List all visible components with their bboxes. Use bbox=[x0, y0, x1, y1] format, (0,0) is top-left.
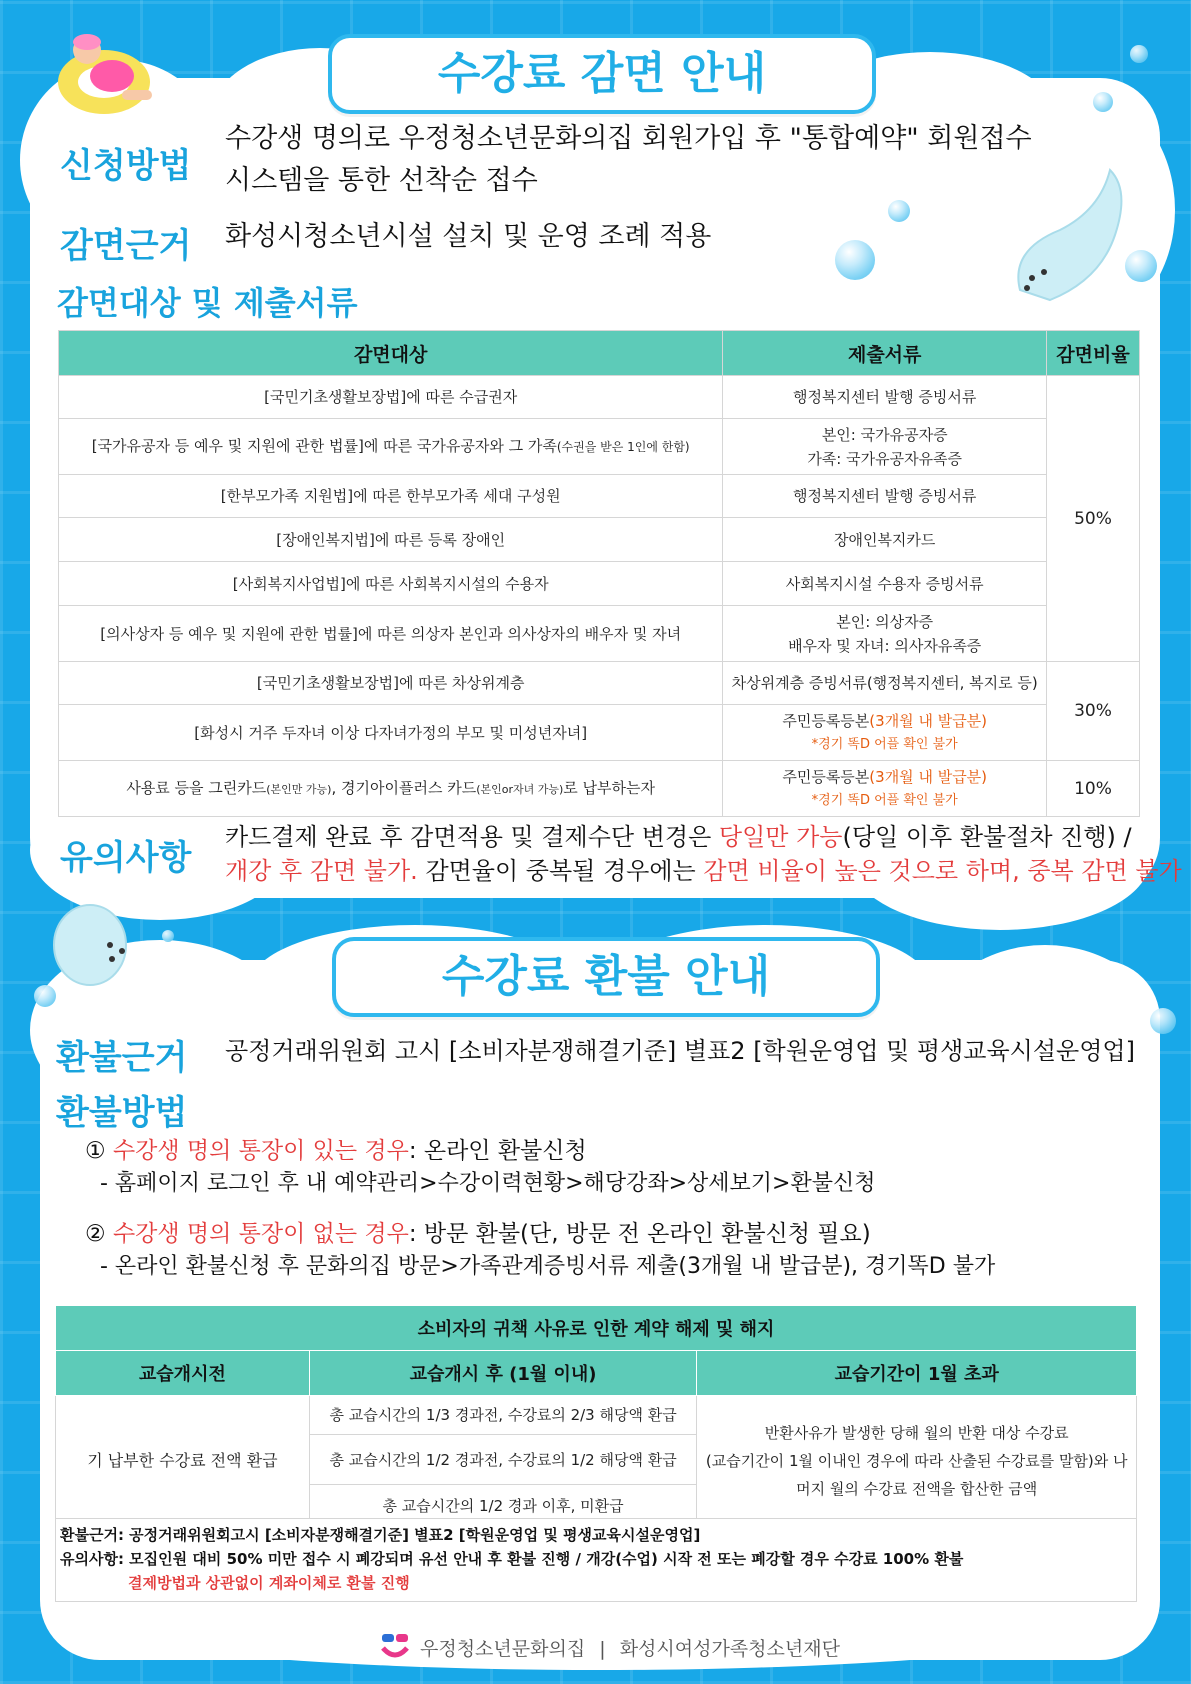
footer-org-2: 화성시여성가족청소년재단 bbox=[619, 1638, 840, 1660]
table-header-row bbox=[59, 331, 1140, 376]
target-small-text: (본인or자녀 가능) bbox=[476, 782, 564, 796]
table-row bbox=[59, 518, 1140, 562]
discount-basis-label: 감면근거 bbox=[60, 226, 192, 266]
bubble bbox=[1130, 45, 1148, 63]
table-caption: 소비자의 귀책 사유로 인한 계약 해제 및 해지 bbox=[56, 1306, 1137, 1351]
table-caption-row bbox=[56, 1306, 1137, 1351]
docs-text: 주민등록등본 bbox=[782, 711, 870, 730]
target-cell: [사회복지사업법]에 따른 사회복지시설의 수용자 bbox=[59, 562, 723, 606]
docs-cell bbox=[723, 419, 1047, 475]
footer-orgs bbox=[420, 1634, 840, 1661]
apply-method-text-1: 수강생 명의로 우정청소년문화의집 회원가입 후 "통합예약" 회원접수 bbox=[225, 123, 1032, 154]
bubble bbox=[888, 200, 910, 222]
docs-cell bbox=[723, 705, 1047, 761]
table-header: 감면대상 bbox=[59, 331, 723, 376]
docs-line bbox=[724, 709, 1045, 733]
docs-line: 본인: 의상자증 bbox=[836, 612, 934, 631]
bubble bbox=[1150, 1008, 1176, 1034]
refund-case-2-detail: - 온라인 환불신청 후 문화의집 방문>가족관계증빙서류 제출(3개월 내 발급분), 경기똑D 불가 bbox=[100, 1254, 996, 1279]
refund-case-1-detail: - 홈페이지 로그인 후 내 예약관리>수강이력현황>해당강좌>상세보기>환불신청 bbox=[100, 1171, 876, 1196]
notice-emphasis: 당일만 가능 bbox=[718, 823, 843, 851]
case-number: ① bbox=[85, 1138, 113, 1164]
case-text: : 방문 환불(단, 방문 전 온라인 환불신청 필요) bbox=[408, 1221, 871, 1247]
over-month-line: 머지 월의 수강료 전액을 합산한 금액 bbox=[796, 1480, 1038, 1498]
target-cell: [장애인복지법]에 따른 등록 장애인 bbox=[59, 518, 723, 562]
table-header: 감면비율 bbox=[1047, 331, 1140, 376]
table-row bbox=[59, 606, 1140, 662]
target-cell: [한부모가족 지원법]에 따른 한부모가족 세대 구성원 bbox=[59, 475, 723, 518]
seal-illustration bbox=[40, 885, 140, 995]
target-cell bbox=[59, 419, 723, 475]
notice-text: (당일 이후 환불절차 진행) / bbox=[842, 823, 1132, 851]
within-month-cell: 총 교습시간의 1/2 경과전, 수강료의 1/2 해당액 환급 bbox=[309, 1435, 697, 1485]
docs-validity-text: (3개월 내 발급분) bbox=[869, 711, 988, 730]
notice-line-2 bbox=[225, 850, 1182, 892]
case-condition: 수강생 명의 통장이 있는 경우 bbox=[112, 1138, 409, 1164]
table-row bbox=[59, 475, 1140, 518]
case-text: : 온라인 환불신청 bbox=[408, 1138, 587, 1164]
target-cell: [화성시 거주 두자녀 이상 다자녀가정의 부모 및 미성년자녀] bbox=[59, 705, 723, 761]
discount-title: 수강료 감면 안내 bbox=[328, 34, 876, 114]
notice-label: 유의사항 bbox=[60, 838, 192, 878]
notice-text: 카드결제 완료 후 감면적용 및 결제수단 변경은 bbox=[225, 823, 719, 851]
org-logo-icon bbox=[380, 1632, 410, 1666]
refund-note-method: 결제방법과 상관없이 계좌이체로 환불 진행 bbox=[128, 1574, 410, 1592]
within-month-cell: 총 교습시간의 1/3 경과전, 수강료의 2/3 해당액 환급 bbox=[309, 1396, 697, 1435]
target-text: [국가유공자 등 예우 및 지원에 관한 법률]에 따른 국가유공자와 그 가족 bbox=[91, 437, 557, 455]
rate-cell: 10% bbox=[1047, 761, 1140, 817]
bubble bbox=[162, 930, 174, 942]
target-text: 로 납부하는자 bbox=[563, 778, 656, 797]
docs-cell: 사회복지시설 수용자 증빙서류 bbox=[723, 562, 1047, 606]
apply-method-text-2: 시스템을 통한 선착순 접수 bbox=[225, 165, 538, 196]
refund-basis-label: 환불근거 bbox=[56, 1038, 188, 1078]
notice-emphasis: 개강 후 감면 불가. bbox=[225, 857, 418, 885]
table-header: 교습기간이 1월 초과 bbox=[697, 1351, 1137, 1396]
discount-basis-text: 화성시청소년시설 설치 및 운영 조례 적용 bbox=[225, 221, 712, 252]
table-row bbox=[56, 1396, 1137, 1435]
docs-cell: 장애인복지카드 bbox=[723, 518, 1047, 562]
refund-notes bbox=[55, 1518, 1137, 1602]
bubble bbox=[1093, 92, 1113, 112]
before-start-cell: 기 납부한 수강료 전액 환급 bbox=[56, 1396, 310, 1527]
docs-cell bbox=[723, 606, 1047, 662]
target-text: 사용료 등을 그린카드 bbox=[126, 778, 267, 797]
target-small-text: (본인만 가능) bbox=[266, 782, 332, 796]
refund-table bbox=[55, 1305, 1137, 1527]
table-header: 제출서류 bbox=[723, 331, 1047, 376]
over-month-cell bbox=[697, 1396, 1137, 1527]
over-month-line: (교습기간이 1월 이내인 경우에 따라 산출된 수강료를 말함)와 나 bbox=[705, 1452, 1128, 1470]
docs-text: 주민등록등본 bbox=[782, 767, 870, 786]
footer-separator: | bbox=[599, 1638, 606, 1660]
notice-text: 감면율이 중복될 경우에는 bbox=[417, 857, 704, 885]
apply-method-label: 신청방법 bbox=[60, 146, 192, 186]
table-row bbox=[59, 662, 1140, 705]
rate-cell: 50% bbox=[1047, 376, 1140, 662]
notice-emphasis: 감면 비율이 높은 것으로 하며, 중복 감면 불가 bbox=[703, 857, 1182, 885]
discount-targets-label: 감면대상 및 제출서류 bbox=[57, 284, 358, 322]
case-condition: 수강생 명의 통장이 없는 경우 bbox=[112, 1221, 409, 1247]
docs-validity-text: (3개월 내 발급분) bbox=[869, 767, 988, 786]
docs-note: *경기 똑D 어플 확인 불가 bbox=[811, 792, 958, 808]
refund-method-label: 환불방법 bbox=[56, 1093, 188, 1133]
table-row bbox=[59, 376, 1140, 419]
within-month-cell: 총 교습시간의 1/2 경과 이후, 미환급 bbox=[309, 1485, 697, 1527]
target-cell bbox=[59, 761, 723, 817]
table-header: 교습개시 후 (1월 이내) bbox=[309, 1351, 697, 1396]
docs-cell bbox=[723, 761, 1047, 817]
footer-org-1: 우정청소년문화의집 bbox=[420, 1638, 586, 1660]
table-header-row bbox=[56, 1351, 1137, 1396]
target-small-text: (수권을 받은 1인에 한함) bbox=[556, 440, 690, 454]
refund-note-basis: 환불근거: 공정거래위원회고시 [소비자분쟁해결기준] 별표2 [학원운영업 및 평생교육시설운영업] bbox=[60, 1526, 701, 1544]
table-row bbox=[59, 419, 1140, 475]
seal-illustration bbox=[1000, 160, 1150, 310]
refund-title: 수강료 환불 안내 bbox=[332, 937, 880, 1017]
target-cell: [국민기초생활보장법]에 따른 차상위계층 bbox=[59, 662, 723, 705]
docs-line bbox=[724, 765, 1045, 789]
bubble bbox=[835, 240, 875, 280]
docs-cell: 행정복지센터 발행 증빙서류 bbox=[723, 475, 1047, 518]
docs-cell: 차상위계층 증빙서류(행정복지센터, 복지로 등) bbox=[723, 662, 1047, 705]
table-row bbox=[59, 705, 1140, 761]
over-month-line: 반환사유가 발생한 당해 월의 반환 대상 수강료 bbox=[764, 1424, 1069, 1442]
target-text: , 경기아이플러스 카드 bbox=[331, 778, 477, 797]
docs-cell: 행정복지센터 발행 증빙서류 bbox=[723, 376, 1047, 419]
table-row bbox=[59, 562, 1140, 606]
rate-cell: 30% bbox=[1047, 662, 1140, 761]
refund-basis-text: 공정거래위원회 고시 [소비자분쟁해결기준] 별표2 [학원운영업 및 평생교육시설운영업] bbox=[225, 1037, 1135, 1065]
table-row bbox=[59, 761, 1140, 817]
case-number: ② bbox=[85, 1221, 113, 1247]
docs-note: *경기 똑D 어플 확인 불가 bbox=[811, 736, 958, 752]
target-cell: [국민기초생활보장법]에 따른 수급권자 bbox=[59, 376, 723, 419]
target-cell: [의사상자 등 예우 및 지원에 관한 법률]에 따른 의상자 본인과 의사상자의 배우자 및 자녀 bbox=[59, 606, 723, 662]
docs-line: 본인: 국가유공자증 bbox=[821, 425, 948, 444]
table-header: 교습개시전 bbox=[56, 1351, 310, 1396]
discount-table bbox=[58, 330, 1140, 817]
refund-note-caution: 유의사항: 모집인원 대비 50% 미만 접수 시 폐강되며 유선 안내 후 환불 진행 / 개강(수업) 시작 전 또는 폐강할 경우 수강료 100% 환불 bbox=[60, 1550, 964, 1568]
docs-line: 배우자 및 자녀: 의사자유족증 bbox=[788, 636, 982, 655]
swimmer-illustration bbox=[52, 30, 162, 120]
docs-line: 가족: 국가유공자유족증 bbox=[807, 449, 963, 468]
